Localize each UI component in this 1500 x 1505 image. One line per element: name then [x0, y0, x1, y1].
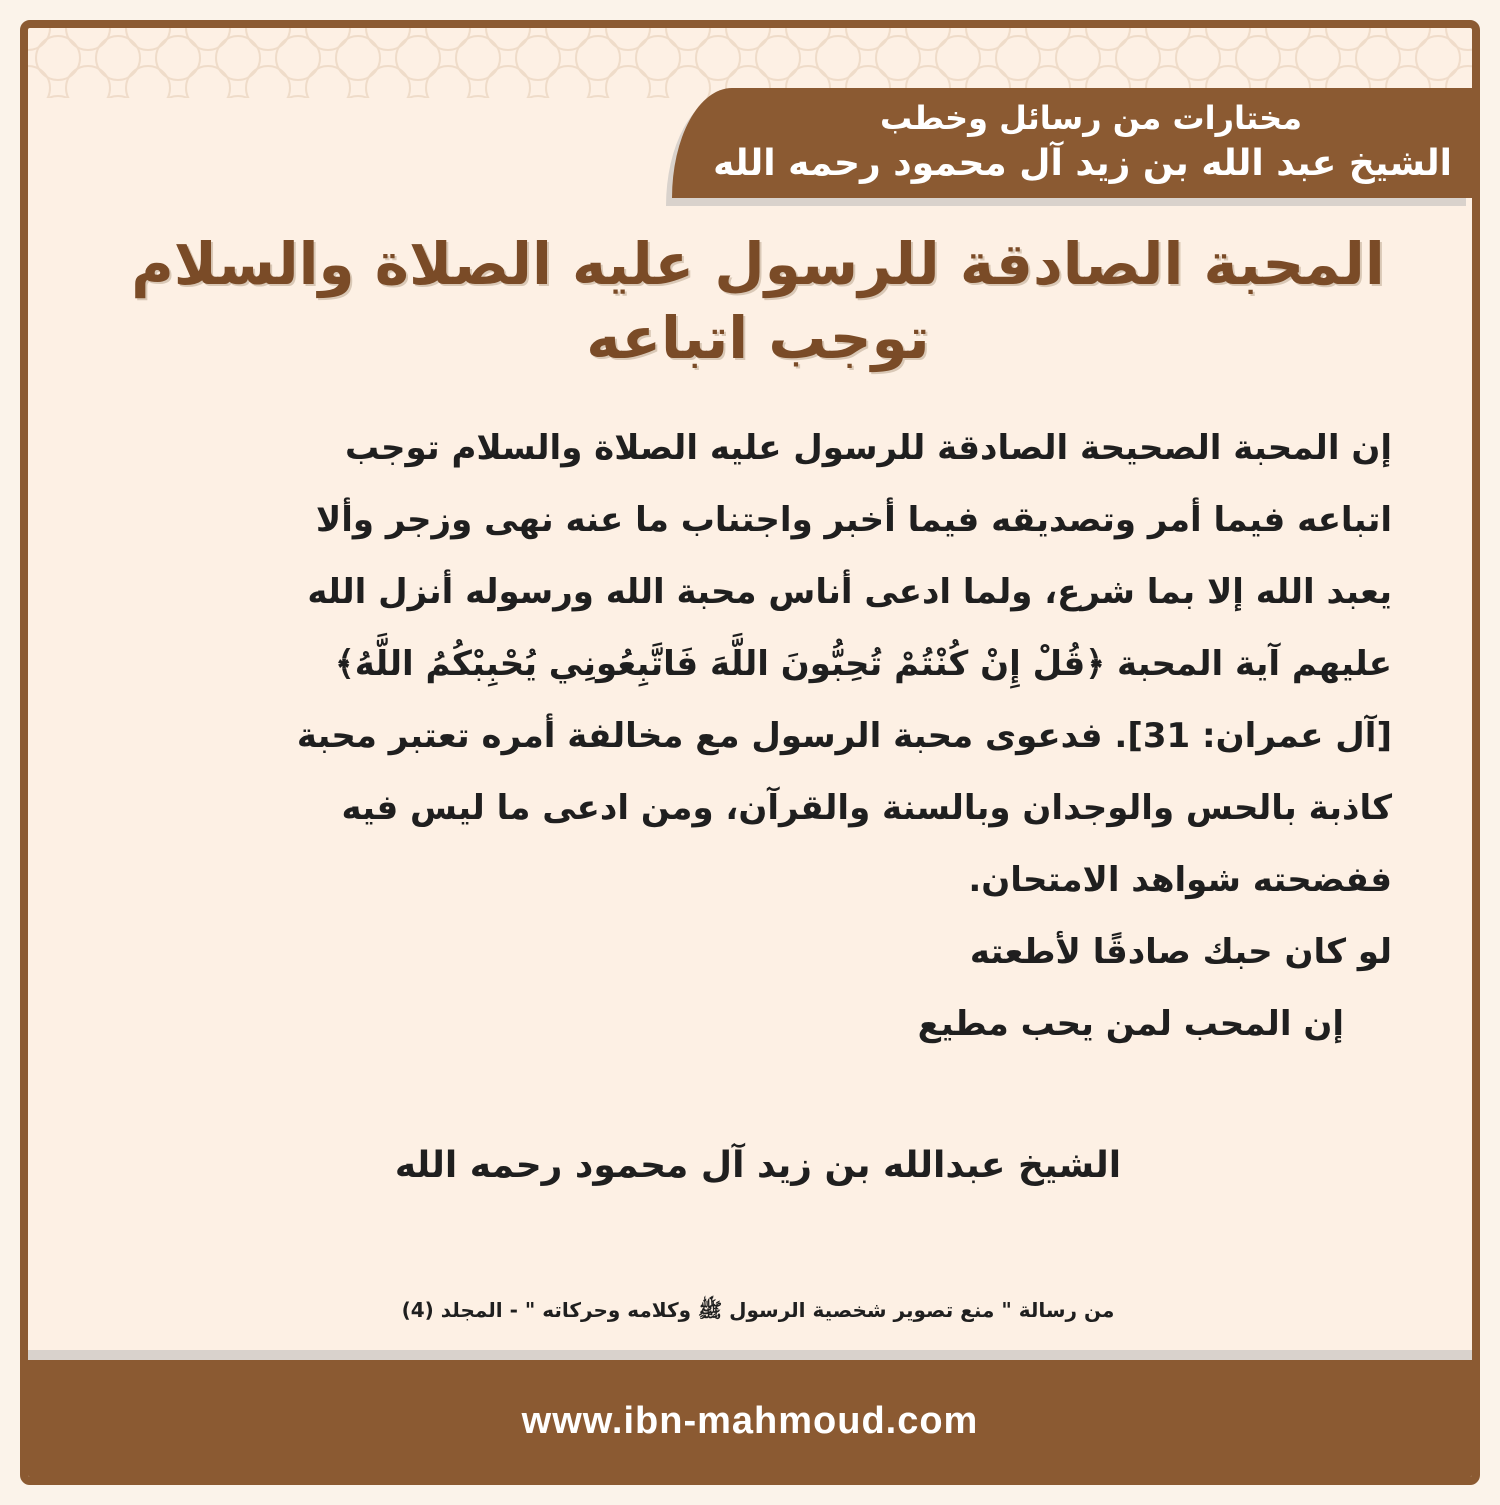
- body-line: اتباعه فيما أمر وتصديقه فيما أخبر واجتناب ما عنه نهى وزجر وألا: [315, 500, 1392, 540]
- body-line: [آل عمران: 31]. فدعوى محبة الرسول مع مخالفة أمره تعتبر محبة: [296, 716, 1392, 756]
- page-title-line-2: توجب اتباعه: [586, 304, 930, 372]
- body-line: إن المحبة الصحيحة الصادقة للرسول عليه الصلاة والسلام توجب: [345, 428, 1392, 468]
- poem-verse-2: إن المحب لمن يحب مطيع: [917, 1004, 1344, 1044]
- author-signature: الشيخ عبدالله بن زيد آل محمود رحمه الله: [394, 1145, 1122, 1186]
- header-author: الشيخ عبد الله بن زيد آل محمود رحمه الله: [713, 143, 1452, 184]
- page-title-line-1: المحبة الصادقة للرسول عليه الصلاة والسلام: [131, 230, 1385, 298]
- body-line: كاذبة بالحس والوجدان وبالسنة والقرآن، ومن ادعى ما ليس فيه: [341, 788, 1392, 828]
- footer-band: [28, 1360, 1472, 1477]
- header-subtitle: مختارات من رسائل وخطب: [879, 99, 1302, 137]
- poem-verse-1: لو كان حبك صادقًا لأطعته: [969, 932, 1392, 972]
- body-line: ففضحته شواهد الامتحان.: [968, 860, 1392, 900]
- header: [692, 88, 1452, 198]
- card-frame: [20, 20, 1480, 1485]
- website-link[interactable]: www.ibn-mahmoud.com: [521, 1400, 979, 1442]
- footer-divider: [28, 1350, 1472, 1360]
- body-line: يعبد الله إلا بما شرع، ولما ادعى أناس محبة الله ورسوله أنزل الله: [307, 572, 1392, 612]
- body-line: عليهم آية المحبة ﴿قُلْ إِنْ كُنْتُمْ تُحِبُّونَ اللَّهَ فَاتَّبِعُونِي يُحْبِبْكُمُ اللَّهُ﴾: [334, 644, 1392, 684]
- source-citation: من رسالة " منع تصوير شخصية الرسول ﷺ وكلامه وحركاته " - المجلد (4): [401, 1298, 1115, 1322]
